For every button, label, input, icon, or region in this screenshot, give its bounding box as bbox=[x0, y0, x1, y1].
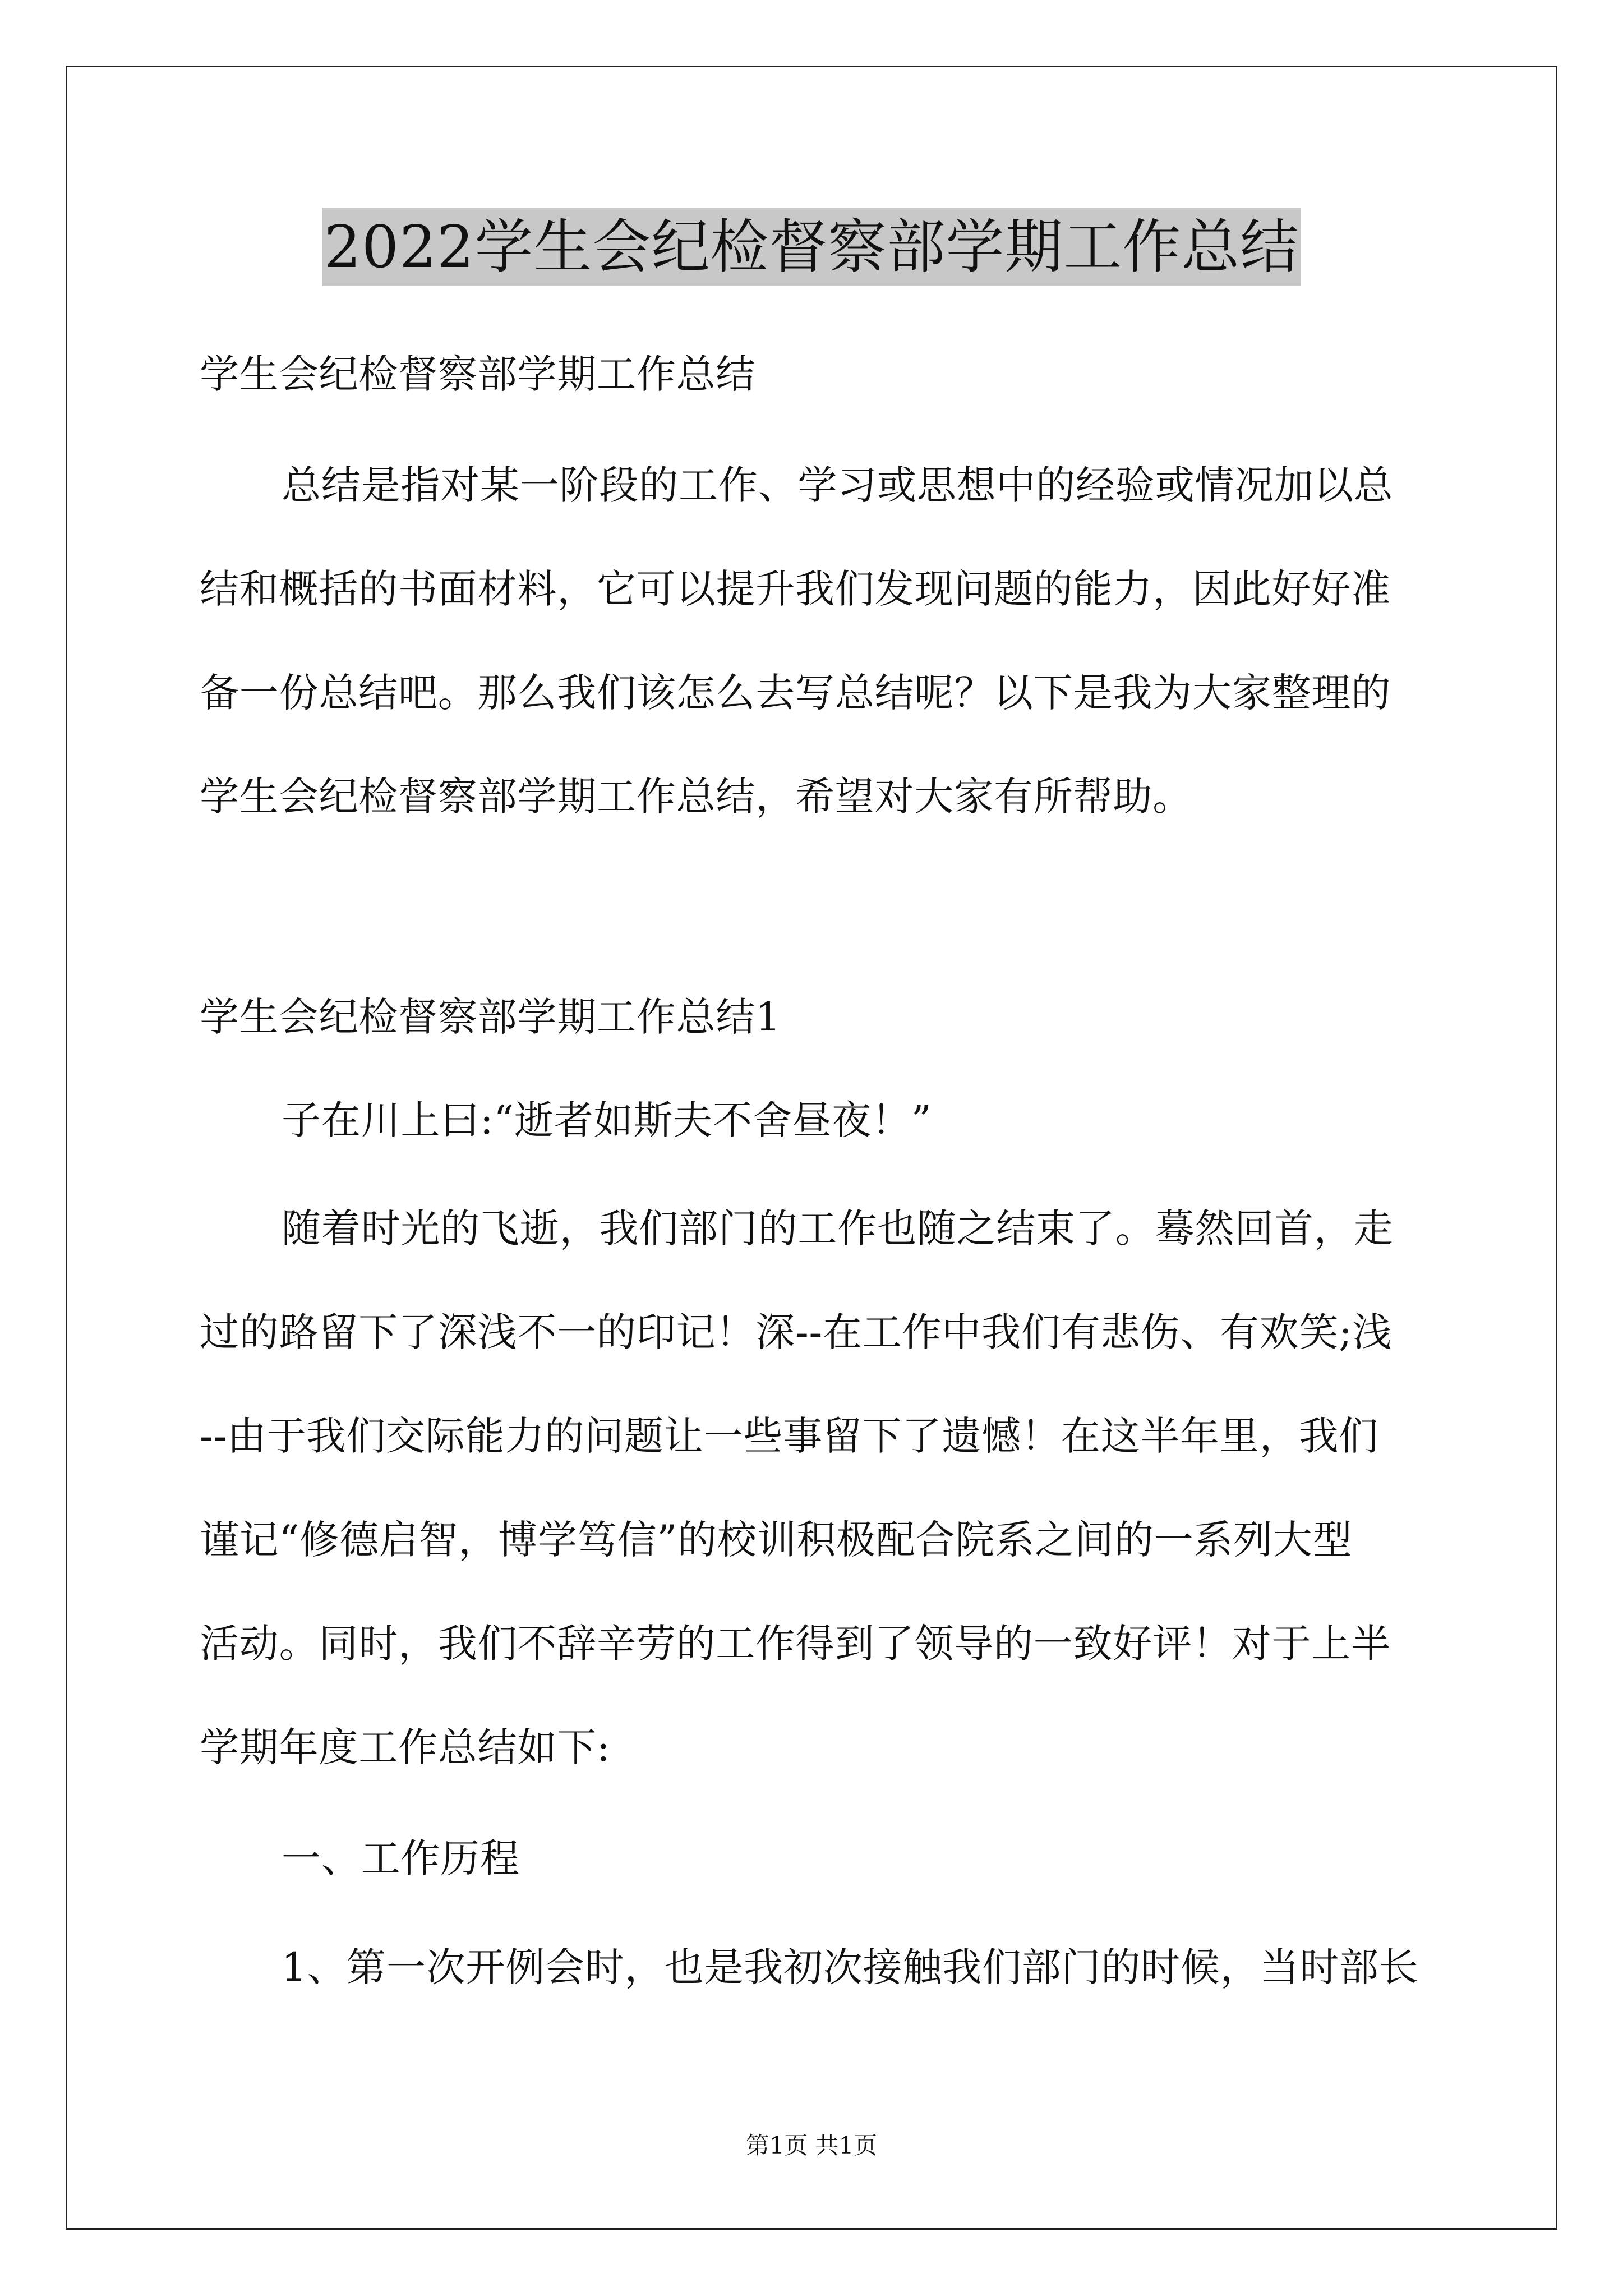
paragraph-line: 随着时光的飞逝，我们部门的工作也随之结束了。蓦然回首，走 bbox=[282, 1205, 1394, 1251]
paragraph-line: 过的路留下了深浅不一的印记！深--在工作中我们有悲伤、有欢笑;浅 bbox=[200, 1309, 1393, 1355]
paragraph-line: 1、第一次开例会时，也是我初次接触我们部门的时候，当时部长 bbox=[282, 1944, 1419, 1990]
page-footer: 第1页 共1页 bbox=[745, 2132, 878, 2159]
paragraph-line: 谨记“修德启智，博学笃信”的校训积极配合院系之间的一系列大型 bbox=[200, 1517, 1353, 1563]
paragraph-line: 结和概括的书面材料，它可以提升我们发现问题的能力，因此好好准 bbox=[200, 566, 1391, 612]
paragraph-line: 备一份总结吧。那么我们该怎么去写总结呢？以下是我为大家整理的 bbox=[200, 670, 1391, 716]
paragraph-line: 学期年度工作总结如下: bbox=[200, 1724, 611, 1770]
paragraph-line: 活动。同时，我们不辞辛劳的工作得到了领导的一致好评！对于上半 bbox=[200, 1621, 1391, 1667]
section-heading: 一、工作历程 bbox=[282, 1835, 520, 1881]
subtitle-line: 学生会纪检督察部学期工作总结 bbox=[200, 351, 756, 397]
document-title: 2022学生会纪检督察部学期工作总结 bbox=[322, 208, 1302, 286]
paragraph-line: 总结是指对某一阶段的工作、学习或思想中的经验或情况加以总 bbox=[282, 462, 1394, 508]
paragraph-line: 学生会纪检督察部学期工作总结，希望对大家有所帮助。 bbox=[200, 774, 1192, 820]
quote-line: 子在川上曰:“逝者如斯夫不舍昼夜！” bbox=[282, 1097, 932, 1143]
paragraph-line: --由于我们交际能力的问题让一些事留下了遗憾！在这半年里，我们 bbox=[200, 1413, 1379, 1459]
title-container bbox=[0, 208, 1623, 286]
section-heading: 学生会纪检督察部学期工作总结1 bbox=[200, 994, 781, 1040]
